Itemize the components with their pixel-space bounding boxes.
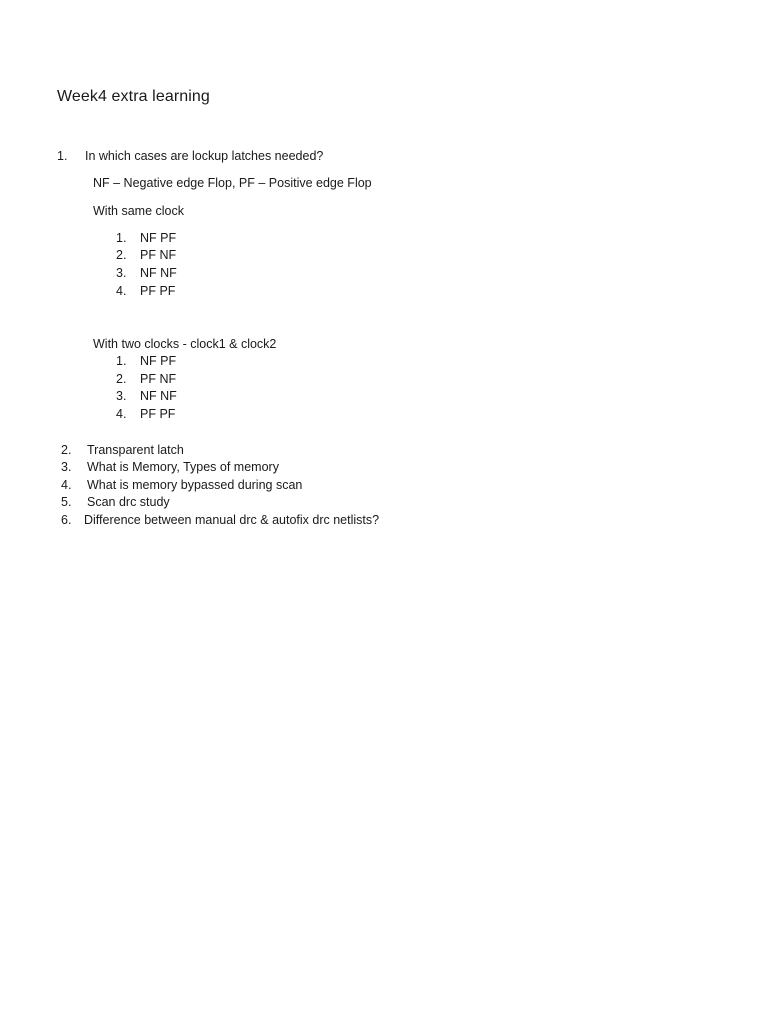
question-text: What is Memory, Types of memory [87,460,279,474]
question-text: Transparent latch [87,443,184,457]
question-number: 2. [61,443,72,457]
document-title: Week4 extra learning [57,88,210,105]
list-item-text: PF NF [140,248,177,262]
list-item-number: 3. [116,389,127,403]
question-number: 6. [61,513,72,527]
list-item-number: 4. [116,407,127,421]
question-number: 5. [61,495,72,509]
list-item-number: 2. [116,372,127,386]
list-item-text: NF PF [140,231,177,245]
two-clocks-heading: With two clocks - clock1 & clock2 [93,337,277,351]
list-item-number: 1. [116,354,127,368]
list-item-text: NF NF [140,389,177,403]
definition-text: NF – Negative edge Flop, PF – Positive edge Flop [93,176,372,190]
question-number: 4. [61,478,72,492]
list-item-text: PF NF [140,372,177,386]
list-item-text: PF PF [140,407,176,421]
list-item-text: NF NF [140,266,177,280]
list-item-number: 4. [116,284,127,298]
list-item-number: 1. [116,231,127,245]
question-number: 1. [57,149,68,163]
question-text: Difference between manual drc & autofix drc netlists? [84,513,380,527]
question-text: Scan drc study [87,495,170,509]
question-text: In which cases are lockup latches needed? [85,149,324,163]
list-item-number: 3. [116,266,127,280]
list-item-number: 2. [116,248,127,262]
list-item-text: PF PF [140,284,176,298]
question-number: 3. [61,460,72,474]
list-item-text: NF PF [140,354,177,368]
same-clock-heading: With same clock [93,204,184,218]
question-text: What is memory bypassed during scan [87,478,303,492]
